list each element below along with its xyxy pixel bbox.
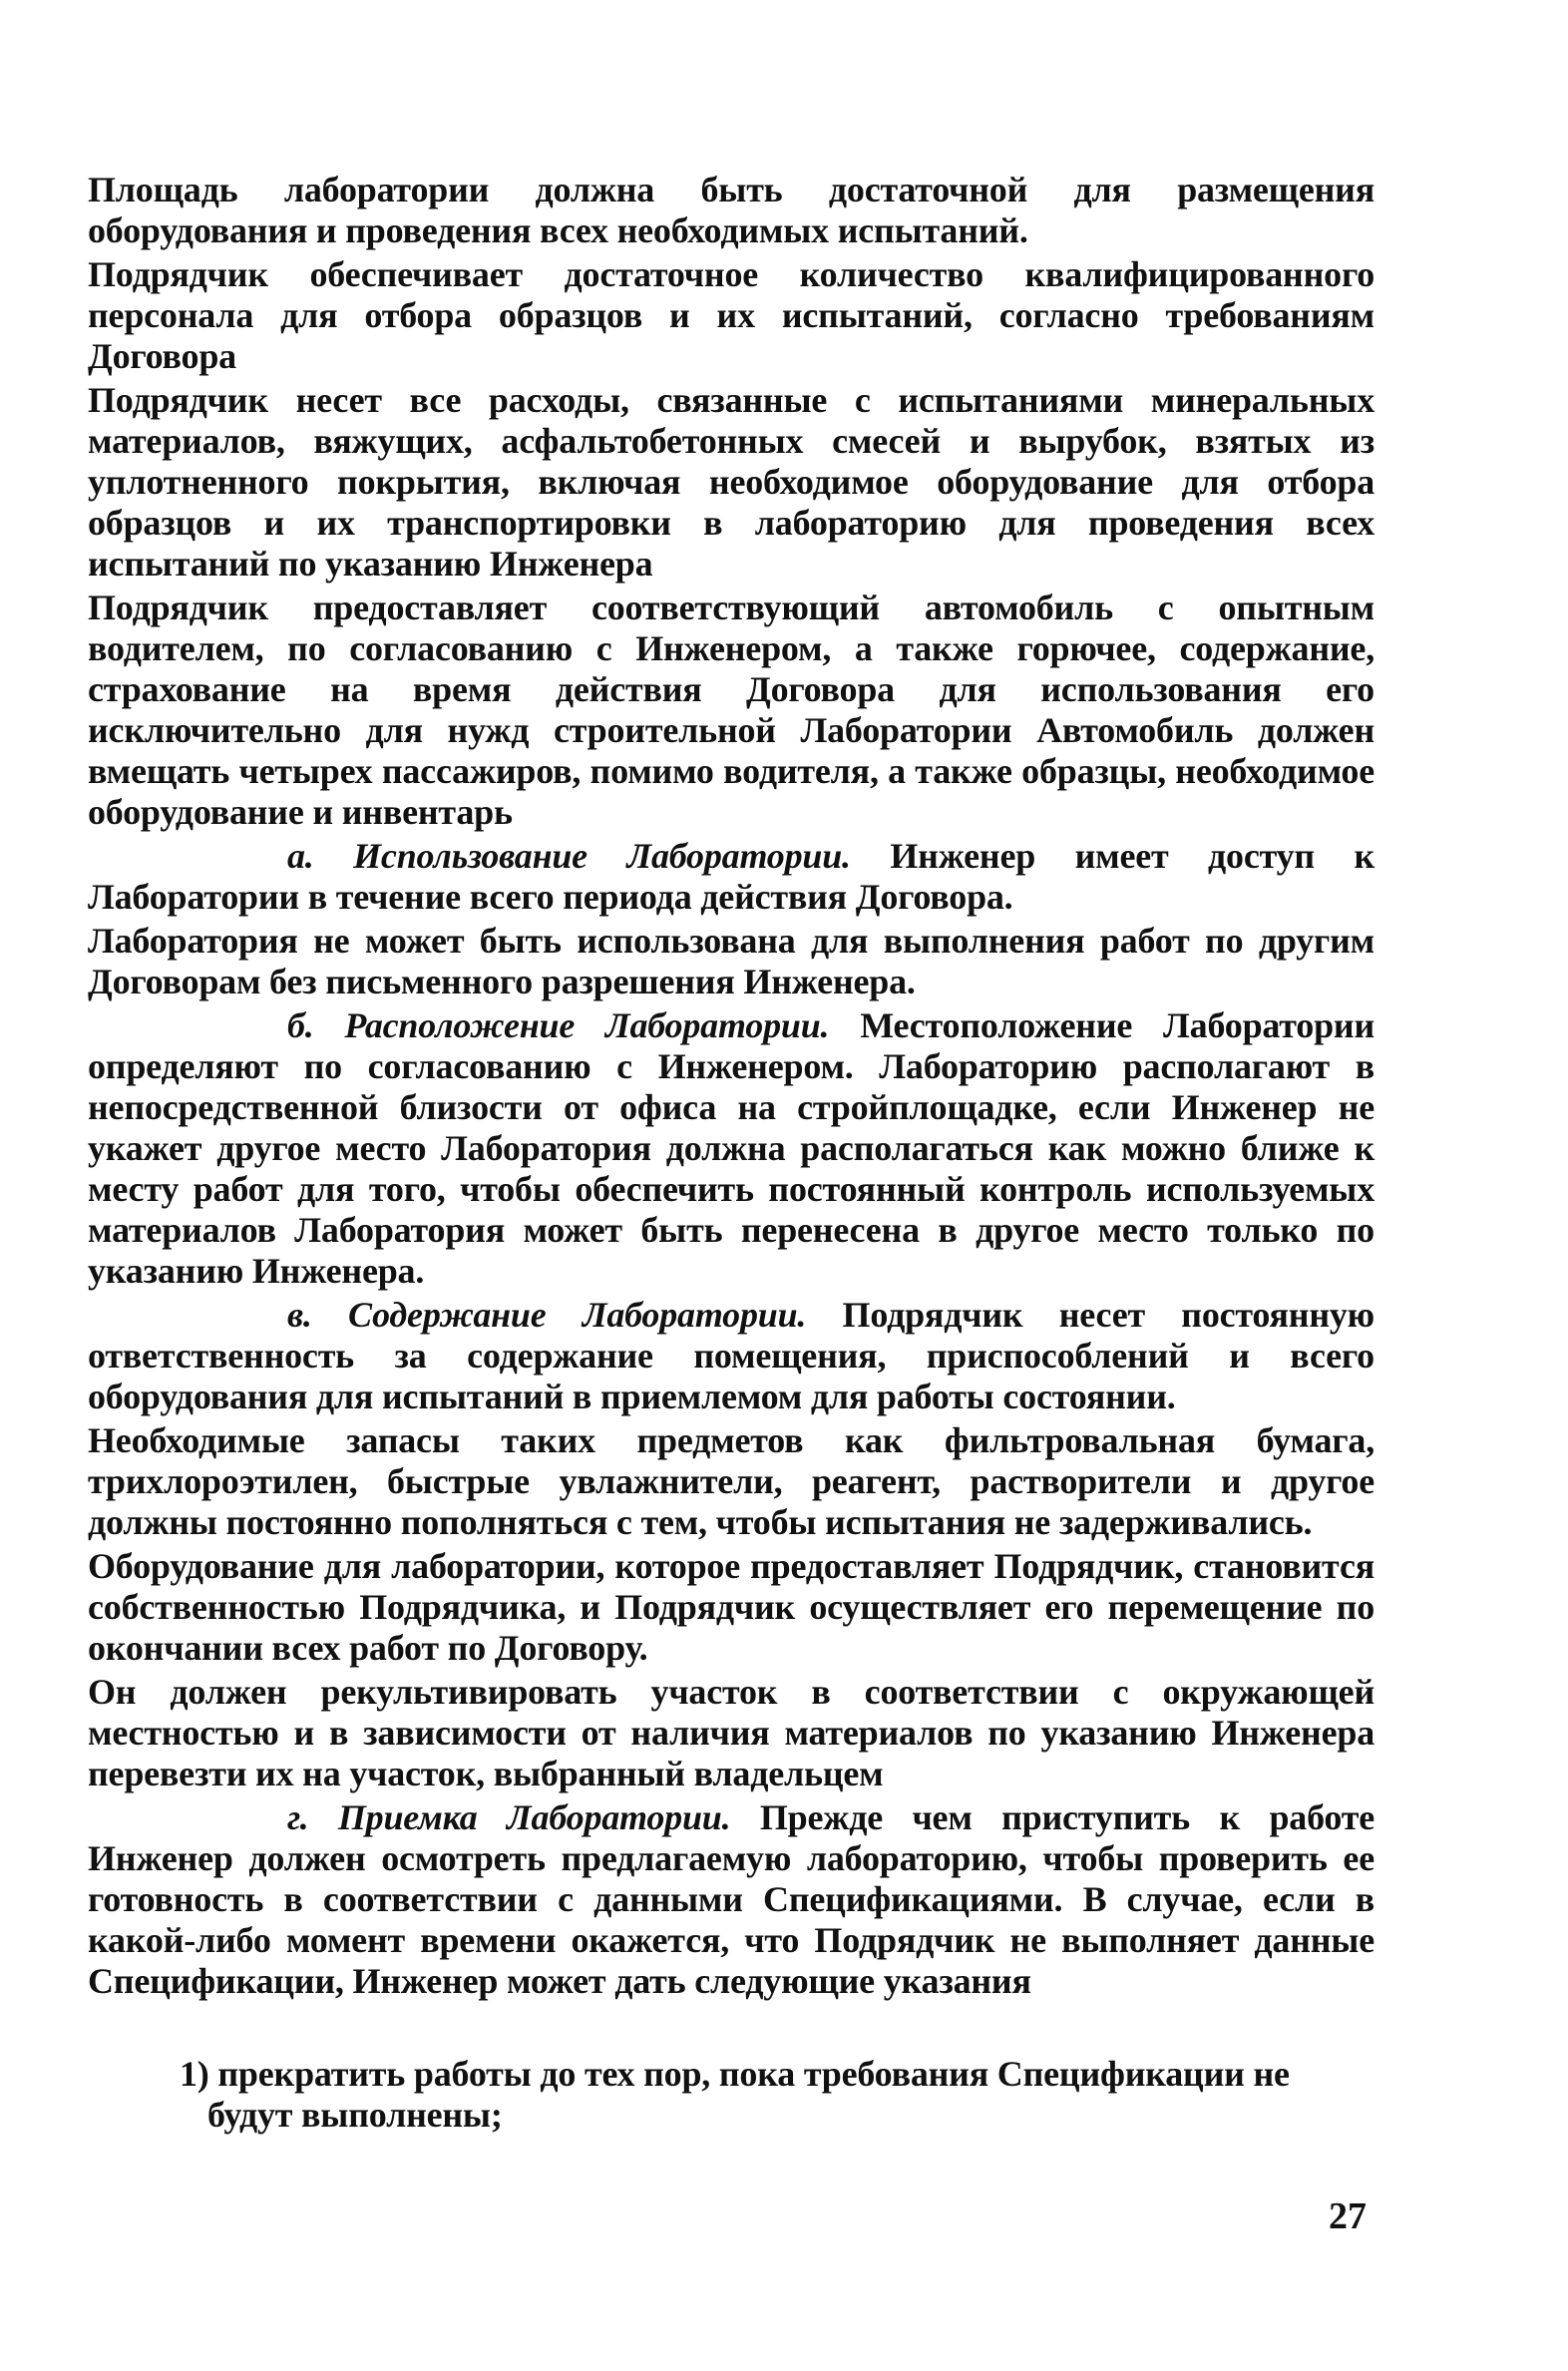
- paragraph-staff: Подрядчик обеспечивает достаточное количество квалифицированного персонала для отбора образцов и их испытаний, согласно требованиям Договора: [88, 254, 1374, 376]
- paragraph-vehicle: Подрядчик предоставляет соответствующий автомобиль с опытным водителем, по согласованию с Инженером, а также горючее, содержание, страхование на время действия Договора для использования его исключительно для нужд строительной Лаборатории Автомобиль должен вмещать четырех пассажиров, помимо водителя, а также образцы, необходимое оборудование и инвентарь: [88, 588, 1374, 832]
- section-a-text: Инженер имеет доступ к Лаборатории в течение всего периода действия Договора.: [88, 836, 1375, 917]
- paragraph-expenses: Подрядчик несет все расходы, связанные с испытаниями минеральных материалов, вяжущих, асфальтобетонных смесей и вырубок, взятых из уплотненного покрытия, включая необходимое оборудование для отбора образцов и их транспортировки в лабораторию для проведения всех испытаний по указанию Инженера: [88, 380, 1374, 584]
- paragraph-lab-restriction: Лаборатория не может быть использована для выполнения работ по другим Договорам без письменного разрешения Инженера.: [88, 921, 1374, 1001]
- section-b: [88, 1005, 1374, 1292]
- section-b-text: Местоположение Лаборатории определяют по согласованию с Инженером. Лабораторию располагают в непосредственной близости от офиса на стройплощадке, если Инженер не укажет другое место Лаборатория должна располагаться как можно ближе к месту работ для того, чтобы обеспечить постоянный контроль используемых материалов Лаборатория может быть перенесена в другое место только по указанию Инженера.: [88, 1005, 1374, 1291]
- list-item: 1) прекратить работы до тех пор, пока требования Спецификации не будут выполнены;: [180, 2054, 1290, 2135]
- page-number: 27: [1329, 2195, 1367, 2237]
- section-g-text: Прежде чем приступить к работе Инженер должен осмотреть предлагаемую лабораторию, чтобы проверить ее готовность в соответствии с данными Спецификациями. В случае, если в какой-либо момент времени окажется, что Подрядчик не выполняет данные Спецификации, Инженер может дать следующие указания: [88, 1797, 1374, 2001]
- paragraph-supplies: Необходимые запасы таких предметов как фильтровальная бумага, трихлороэтилен, быстрые увлажнители, реагент, растворители и другое должны постоянно пополняться с тем, чтобы испытания не задерживались.: [88, 1420, 1374, 1542]
- section-g: [88, 1797, 1374, 2002]
- section-a-heading: а. Использование Лаборатории.: [287, 836, 851, 876]
- paragraph-recultivation: Он должен рекультивировать участок в соответствии с окружающей местностью и в зависимости от наличия материалов по указанию Инженера перевезти их на участок, выбранный владельцем: [88, 1672, 1374, 1793]
- paragraph-lab-area: Площадь лаборатории должна быть достаточной для размещения оборудования и проведения всех необходимых испытаний.: [88, 170, 1374, 250]
- section-v-heading: в. Содержание Лаборатории.: [287, 1295, 807, 1335]
- section-b-heading: б. Расположение Лаборатории.: [287, 1005, 830, 1045]
- section-g-heading: г. Приемка Лаборатории.: [287, 1797, 731, 1837]
- section-a: [88, 836, 1374, 918]
- paragraph-equipment-ownership: Оборудование для лаборатории, которое предоставляет Подрядчик, становится собственностью Подрядчика, и Подрядчик осуществляет его перемещение по окончании всех работ по Договору.: [88, 1546, 1374, 1668]
- section-v: [88, 1295, 1374, 1417]
- document-body: [88, 170, 1374, 2139]
- section-v-text: Подрядчик несет постоянную ответственность за содержание помещения, приспособлений и всего оборудования для испытаний в приемлемом для работы состоянии.: [88, 1295, 1374, 1416]
